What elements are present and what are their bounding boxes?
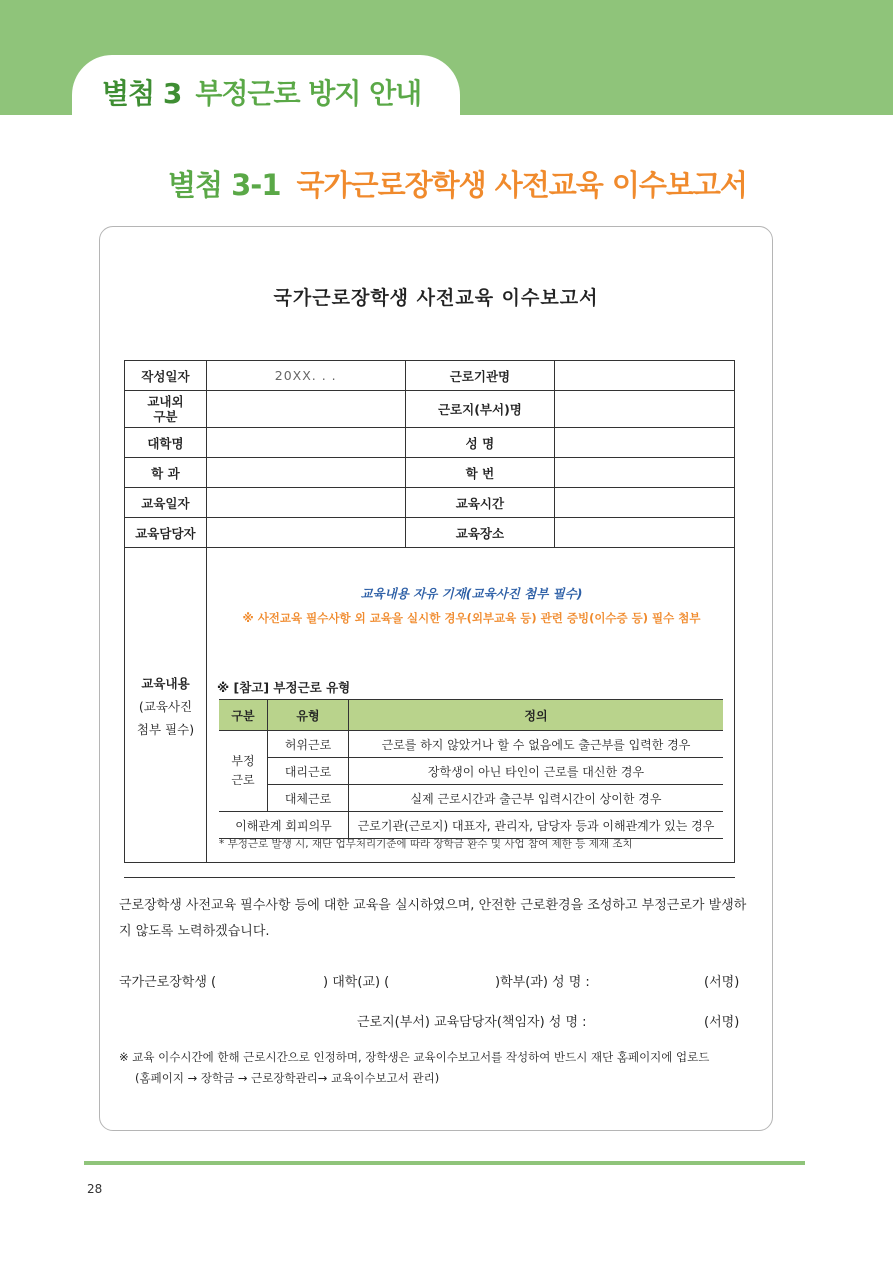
table-row xyxy=(219,812,723,839)
field-label: 교육장소 xyxy=(405,518,555,548)
page-number: 28 xyxy=(87,1182,103,1196)
table-row xyxy=(125,361,735,391)
field-value[interactable] xyxy=(555,428,735,458)
attachment-warning: ※ 사전교육 필수사항 외 교육을 실시한 경우(외부교육 등) 관련 증빙(이수증 등) 필수 첨부 xyxy=(242,611,701,625)
reference-footnote: * 부정근로 발생 시, 재단 업무처리기준에 따라 장학금 환수 및 사업 참여 제한 등 제재 조치 xyxy=(219,838,633,850)
info-table xyxy=(124,360,735,548)
content-section xyxy=(124,544,735,863)
table-row xyxy=(125,518,735,548)
field-label: 성 명 xyxy=(405,428,555,458)
ref-type: 대체근로 xyxy=(268,785,349,812)
content-label-line2: (교육사진 xyxy=(138,699,193,714)
field-value[interactable] xyxy=(206,518,405,548)
pledge-text: 근로장학생 사전교육 필수사항 등에 대한 교육을 실시하였으며, 안전한 근로환경을 조성하고 부정근로가 발생하지 않도록 노력하겠습니다. xyxy=(119,898,747,939)
ref-header-type: 유형 xyxy=(268,700,349,731)
table-row xyxy=(219,758,723,785)
sig-student-sign: (서명) xyxy=(704,975,740,990)
table-row xyxy=(125,458,735,488)
ref-header-category: 구분 xyxy=(219,700,268,731)
field-label: 근로기관명 xyxy=(405,361,555,391)
ref-conflict-definition: 근로기관(근로지) 대표자, 관리자, 담당자 등과 이해관계가 있는 경우 xyxy=(349,812,724,839)
divider xyxy=(124,877,735,878)
field-label: 작성일자 xyxy=(125,361,207,391)
ref-definition: 장학생이 아닌 타인이 근로를 대신한 경우 xyxy=(349,758,724,785)
subsection-heading xyxy=(0,163,893,204)
field-label: 대학명 xyxy=(125,428,207,458)
section-number: 별첨 3 xyxy=(102,77,182,110)
content-label-line3: 첨부 필수) xyxy=(136,722,195,737)
field-value[interactable] xyxy=(206,391,405,428)
field-value[interactable] xyxy=(206,458,405,488)
field-value[interactable]: 20XX. . . xyxy=(206,361,405,391)
footer-rule xyxy=(84,1161,805,1165)
document-title: 국가근로장학생 사전교육 이수보고서 xyxy=(273,287,599,309)
ref-definition: 근로를 하지 않았거나 할 수 없음에도 출근부를 입력한 경우 xyxy=(349,731,724,758)
notice-line2: (홈페이지 → 장학금 → 근로장학관리→ 교육이수보고서 관리) xyxy=(135,1071,440,1085)
field-value[interactable] xyxy=(555,488,735,518)
ref-definition: 실제 근로시간과 출근부 입력시간이 상이한 경우 xyxy=(349,785,724,812)
section-title: 부정근로 방지 안내 xyxy=(195,77,422,110)
reference-table xyxy=(219,699,723,839)
notice-line1: ※ 교육 이수시간에 한해 근로시간으로 인정하며, 장학생은 교육이수보고서를 작성하여 반드시 재단 홈페이지에 업로드 xyxy=(119,1050,710,1064)
field-label: 학 과 xyxy=(125,458,207,488)
ref-conflict-label: 이해관계 회피의무 xyxy=(219,812,349,839)
sig-manager-label: 근로지(부서) 교육담당자(책임자) 성 명 : xyxy=(357,1015,587,1030)
table-row xyxy=(125,428,735,458)
ref-group-label: 부정 근로 xyxy=(219,731,268,812)
field-value[interactable] xyxy=(555,518,735,548)
field-value[interactable] xyxy=(555,458,735,488)
content-label xyxy=(125,672,206,741)
section-heading xyxy=(102,72,421,112)
ref-type: 허위근로 xyxy=(268,731,349,758)
table-row xyxy=(125,488,735,518)
table-row xyxy=(219,785,723,812)
ref-header-definition: 정의 xyxy=(349,700,724,731)
free-entry-note: 교육내용 자유 기재(교육사진 첨부 필수) xyxy=(360,586,583,601)
ref-type: 대리근로 xyxy=(268,758,349,785)
table-row xyxy=(125,391,735,428)
field-value[interactable] xyxy=(206,428,405,458)
field-label: 교육일자 xyxy=(125,488,207,518)
content-label-line1: 교육내용 xyxy=(141,676,190,691)
field-value[interactable] xyxy=(206,488,405,518)
upload-notice xyxy=(119,1047,749,1089)
field-value[interactable] xyxy=(555,391,735,428)
field-label: 교육담당자 xyxy=(125,518,207,548)
sig-manager-sign: (서명) xyxy=(704,1015,740,1030)
reference-title: ※ [참고] 부정근로 유형 xyxy=(217,680,351,695)
subsection-title: 국가근로장학생 사전교육 이수보고서 xyxy=(296,168,747,202)
subsection-number: 별첨 3-1 xyxy=(168,168,281,202)
table-row xyxy=(219,731,723,758)
field-value[interactable] xyxy=(555,361,735,391)
sig-university-label: ) 대학(교) ( xyxy=(323,975,390,990)
field-label: 교육시간 xyxy=(405,488,555,518)
field-label: 교내외 구분 xyxy=(125,391,207,428)
field-label: 근로지(부서)명 xyxy=(405,391,555,428)
field-label: 학 번 xyxy=(405,458,555,488)
sig-student-label: 국가근로장학생 ( xyxy=(119,975,217,990)
sig-department-label: )학부(과) 성 명 : xyxy=(495,975,590,990)
